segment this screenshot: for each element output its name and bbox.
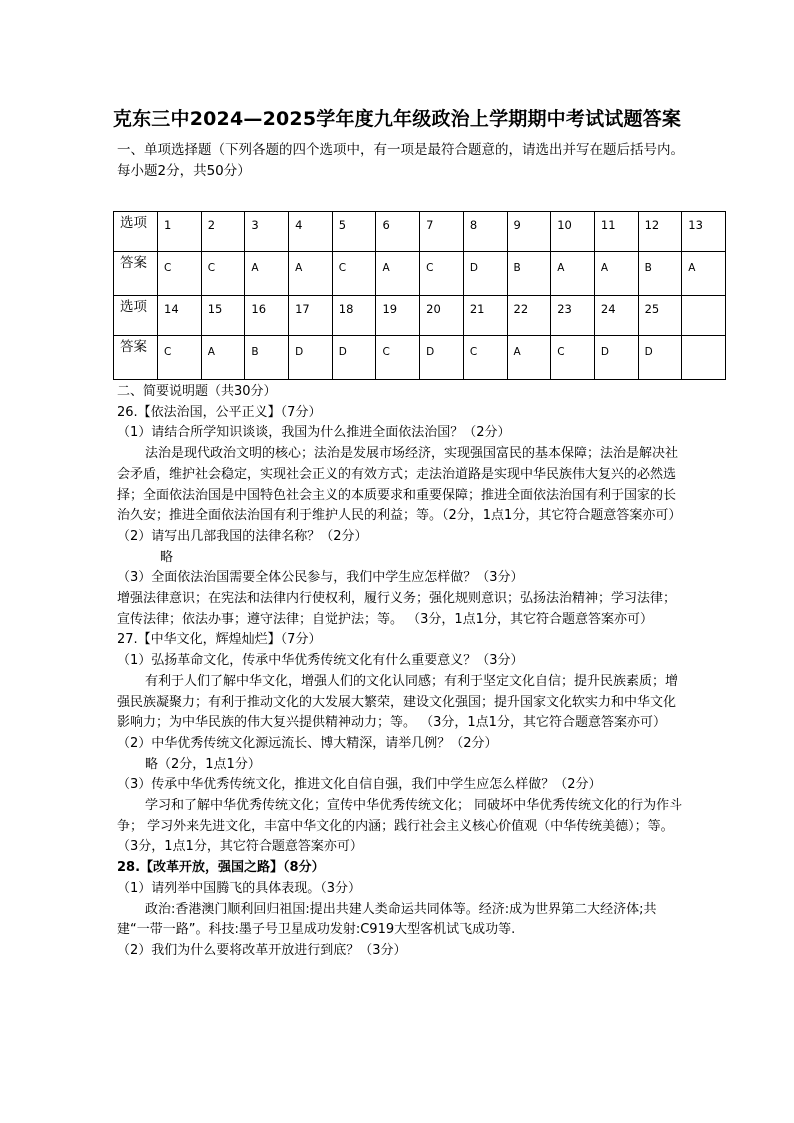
table-cell: 12 <box>638 212 682 252</box>
table-cell: 9 <box>507 212 551 252</box>
q26-part1-answer: 法治是现代政治文明的核心；法治是发展市场经济，实现强国富民的基本保障；法治是解决社会矛盾，维护社会稳定，实现社会正义的有效方式；走法治道路是实现中华民族伟大复兴的必然选择；全面依法治国是中国特色社会主义的本质要求和重要保障；推进全面依法治国有利于国家的长治久安；推进全面依法治国有利于维护人民的利益；等。（2分，1点1分，其它符合题意答案亦可） <box>117 446 682 524</box>
q26-part1-question: （1）请结合所学知识谈谈，我国为什么推进全面依法治国？（2分） <box>117 425 511 441</box>
table-cell: C <box>376 335 420 380</box>
table-cell: D <box>420 335 464 380</box>
table-cell: C <box>420 251 464 295</box>
table-cell: A <box>289 251 333 295</box>
table-cell: 19 <box>376 295 420 335</box>
table-cell: 15 <box>201 295 245 335</box>
q26-part3-answer: 增强法律意识；在宪法和法律内行使权利，履行义务；强化规则意识；弘扬法治精神；学习法律；宣传法律；依法办事；遵守法律；自觉护法；等。 （3分，1点1分，其它符合题意答案亦可） <box>117 591 677 627</box>
table-cell: B <box>245 335 289 380</box>
table-cell: C <box>158 251 202 295</box>
table-cell: 6 <box>376 212 420 252</box>
q28-part1-question: （1）请列举中国腾飞的具体表现。（3分） <box>117 880 362 896</box>
table-cell: A <box>507 335 551 380</box>
table-cell: A <box>376 251 420 295</box>
table-cell: D <box>463 251 507 295</box>
table-cell: 25 <box>638 295 682 335</box>
q28-heading: 28.【改革开放，强国之路】（8分） <box>117 860 325 876</box>
table-cell: 1 <box>158 212 202 252</box>
table-cell: C <box>158 335 202 380</box>
row-label-option: 选项 <box>114 295 158 335</box>
table-cell: A <box>245 251 289 295</box>
table-cell: C <box>463 335 507 380</box>
q28-part1-answer: 政治:香港澳门顺利回归祖国:提出共建人类命运共同体等。经济:成为世界第二大经济体;共建“一带一路”。科技:墨子号卫星成功发射:C919大型客机试飞成功等. <box>117 901 657 938</box>
table-cell: 23 <box>551 295 595 335</box>
table-cell: 13 <box>682 212 726 252</box>
table-cell: D <box>289 335 333 380</box>
q28-part2-question: （2）我们为什么要将改革开放进行到底？（3分） <box>117 942 407 958</box>
table-cell: A <box>201 335 245 380</box>
page-title: 克东三中2024—2025学年度九年级政治上学期期中考试试题答案 <box>112 108 682 130</box>
table-row <box>114 212 726 252</box>
row-label-answer: 答案 <box>114 335 158 380</box>
table-cell: D <box>594 335 638 380</box>
table-cell: C <box>332 251 376 295</box>
section1-heading: 一、单项选择题（下列各题的四个选项中，有一项是最符合题意的，请选出并写在题后括号内。每小题2分，共50分） <box>117 142 684 179</box>
table-cell: D <box>638 335 682 380</box>
table-cell: 24 <box>594 295 638 335</box>
q26-part2-question: （2）请写出几部我国的法律名称？（2分） <box>117 528 368 544</box>
table-row <box>114 335 726 380</box>
table-cell: 4 <box>289 212 333 252</box>
table-cell: 22 <box>507 295 551 335</box>
table-cell: C <box>551 335 595 380</box>
table-cell: 11 <box>594 212 638 252</box>
table-cell: 21 <box>463 295 507 335</box>
table-cell: 5 <box>332 212 376 252</box>
q26-heading: 26.【依法治国，公平正义】（7分） <box>117 404 322 420</box>
q27-part2-question: （2）中华优秀传统文化源远流长、博大精深，请举几例？（2分） <box>117 735 498 751</box>
q27-part1-answer: 有利于人们了解中华文化，增强人们的文化认同感；有利于坚定文化自信；提升民族素质；增强民族凝聚力；有利于推动文化的大发展大繁荣，建设文化强国；提升国家文化软实力和中华文化影响力；为中华民族的伟大复兴提供精神动力；等。 （3分，1点1分，其它符合题意答案亦可） <box>117 673 679 731</box>
table-cell: A <box>682 251 726 295</box>
table-cell: D <box>332 335 376 380</box>
table-cell: 18 <box>332 295 376 335</box>
table-cell: 16 <box>245 295 289 335</box>
table-cell: 2 <box>201 212 245 252</box>
table-row <box>114 295 726 335</box>
table-cell: A <box>594 251 638 295</box>
q26-part2-answer: 略 <box>160 549 174 565</box>
table-cell: 10 <box>551 212 595 252</box>
row-label-option: 选项 <box>114 212 158 252</box>
table-cell: 8 <box>463 212 507 252</box>
table-cell: B <box>638 251 682 295</box>
section2-heading: 二、简要说明题（共30分） <box>117 384 277 399</box>
table-cell <box>682 295 726 335</box>
q27-part2-answer: 略（2分，1点1分） <box>145 756 261 772</box>
table-cell: 3 <box>245 212 289 252</box>
row-label-answer: 答案 <box>114 251 158 295</box>
table-cell: 20 <box>420 295 464 335</box>
q27-heading: 27.【中华文化，辉煌灿烂】（7分） <box>117 632 322 648</box>
q27-part1-question: （1）弘扬革命文化，传承中华优秀传统文化有什么重要意义？（3分） <box>117 653 524 669</box>
answer-body <box>117 382 687 962</box>
table-cell: 14 <box>158 295 202 335</box>
table-cell: 17 <box>289 295 333 335</box>
table-cell: C <box>201 251 245 295</box>
table-cell <box>682 335 726 380</box>
q27-part3-answer: 学习和了解中华优秀传统文化；宣传中华优秀传统文化； 同破坏中华优秀传统文化的行为作斗争； 学习外来先进文化，丰富中华文化的内涵；践行社会主义核心价值观（中华传统美德）；等。 （3分，1点1分，其它符合题意答案亦可） <box>117 798 683 855</box>
q26-part3-question: （3）全面依法治国需要全体公民参与，我们中学生应怎样做？（3分） <box>117 570 524 586</box>
q27-part3-question: （3）传承中华优秀传统文化，推进文化自信自强，我们中学生应怎么样做？（2分） <box>117 777 602 793</box>
answer-table <box>113 211 726 380</box>
table-cell: B <box>507 251 551 295</box>
table-row <box>114 251 726 295</box>
table-cell: A <box>551 251 595 295</box>
table-cell: 7 <box>420 212 464 252</box>
